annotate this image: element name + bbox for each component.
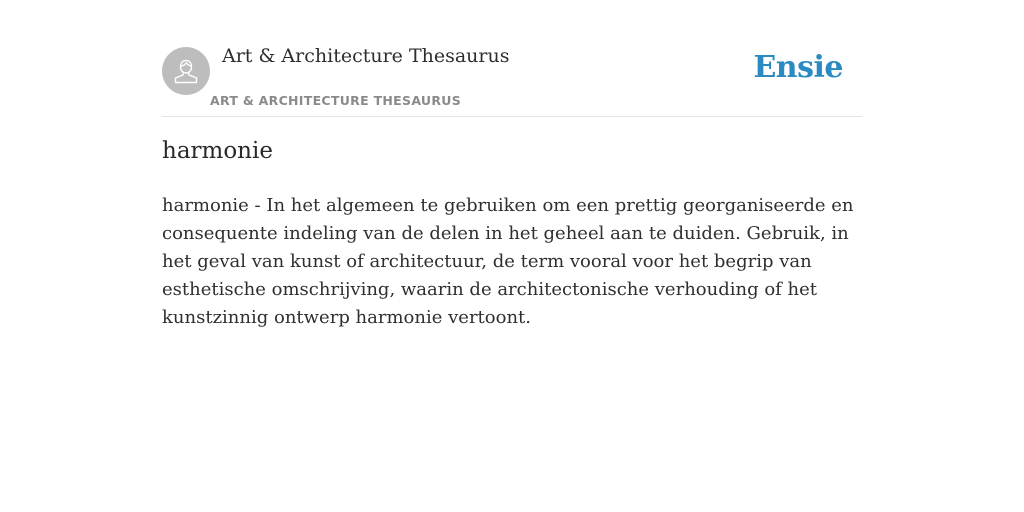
- source-title[interactable]: Art & Architecture Thesaurus: [222, 45, 510, 67]
- source-subtitle: ART & ARCHITECTURE THESAURUS: [210, 93, 462, 108]
- avatar[interactable]: [162, 47, 210, 95]
- user-outline-icon: [171, 56, 201, 86]
- brand-logo[interactable]: Ensie: [753, 50, 843, 85]
- entry-header: [162, 0, 862, 117]
- definition-text: harmonie - In het algemeen te gebruiken om een prettig georganiseerde en consequente indeling van de delen in het geheel aan te duiden. Gebruik, in het geval van kunst of architectuur, de term vooral voor het begrip van esthetische omschrijving, waarin de architectonische verhouding of het kunstzinnig ontwerp harmonie vertoont.: [162, 195, 854, 328]
- term-heading: harmonie: [162, 138, 273, 164]
- entry-card: [162, 0, 862, 328]
